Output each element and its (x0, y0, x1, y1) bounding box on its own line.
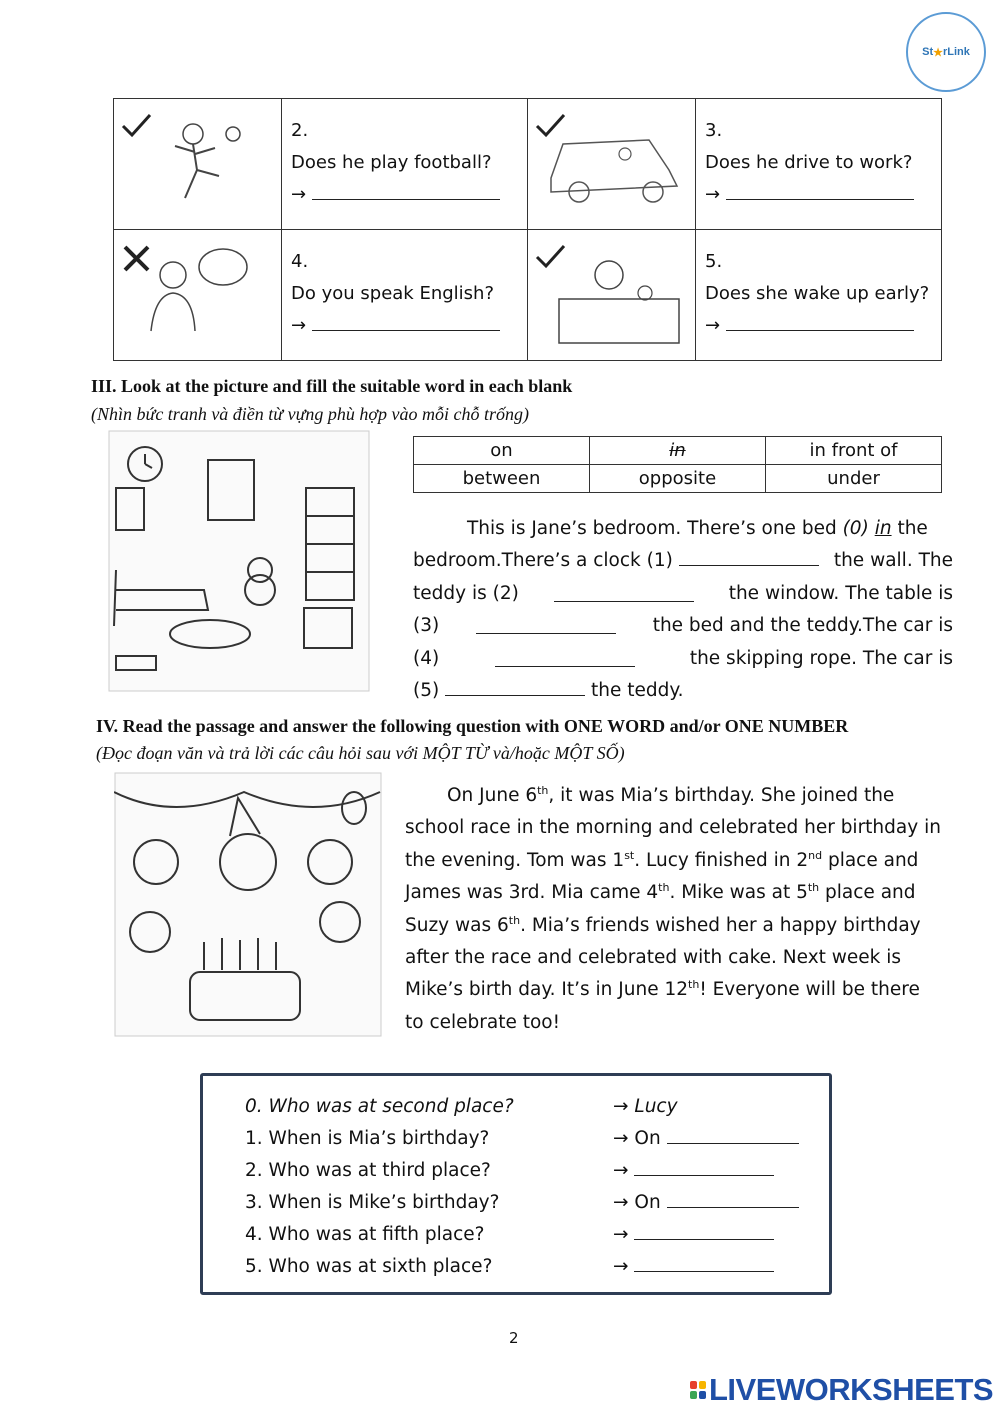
word-bank (413, 436, 942, 493)
question-0: 0. Who was at second place? (245, 1096, 514, 1117)
example-answer: in (874, 518, 892, 539)
answer-blank-2[interactable] (634, 1174, 774, 1176)
page-number: 2 (509, 1329, 519, 1347)
picture-cell-wake-up (528, 230, 696, 361)
question-4: 4. Who was at fifth place? (245, 1224, 485, 1245)
answer-blank[interactable] (726, 329, 914, 331)
word-bank-cell: opposite (590, 465, 766, 493)
answer-blank-1[interactable] (667, 1142, 799, 1144)
question-3: 3. When is Mike’s birthday? (245, 1192, 500, 1213)
arrow-icon: → (705, 184, 721, 205)
check-mark-icon (120, 111, 154, 141)
question-cell-2 (282, 99, 528, 230)
question-number: 2. (291, 120, 309, 141)
check-mark-icon (534, 111, 568, 141)
question-text: Does he drive to work? (705, 152, 913, 173)
picture-cell-car (528, 99, 696, 230)
arrow-icon: → (705, 315, 721, 336)
word-bank-cell: on (414, 437, 590, 465)
birthday-party-illustration (114, 772, 382, 1037)
answer-prefix: → (613, 1224, 629, 1245)
blank-2[interactable] (554, 600, 694, 602)
answer-blank[interactable] (312, 198, 500, 200)
arrow-icon: → (291, 184, 307, 205)
answer-prefix: → On (613, 1128, 661, 1149)
section-3-heading: III. Look at the picture and fill the suitable word in each blank (91, 376, 573, 396)
blank-3[interactable] (476, 632, 616, 634)
section-4-passage: On June 6th, it was Mia’s birthday. She joined the school race in the morning and celebrated her birthday in the evening. Tom was 1st. Lucy finished in 2nd place and James was 3rd. Mia came 4th. Mike was at 5th place and Suzy was 6th. Mia’s friends wished her a happy birthday after the race and celebrated with cake. Next week is Mike’s birth day. It’s in June 12th! Everyone will be there to celebrate too! (405, 783, 941, 1033)
picture-cell-football (114, 99, 282, 230)
cross-mark-icon (120, 242, 154, 274)
section-3-paragraph: This is Jane’s bedroom. There’s one bed (0) in the bedroom.There’s a clock (1) the wall. The teddy is (2) the window. The table is (3) the bed and the teddy.The car is (4) the skipping rope. The car is (5) the teddy. (413, 518, 953, 702)
liveworksheets-logo (690, 1372, 993, 1408)
blank-5[interactable] (445, 694, 585, 696)
answer-blank[interactable] (726, 198, 914, 200)
word-bank-cell: under (766, 465, 942, 493)
section-4-heading: IV. Read the passage and answer the following question with ONE WORD and/or ONE NUMBER (96, 716, 849, 736)
liveworksheets-brand: LIVEWORKSHEETS (709, 1372, 994, 1407)
question-number: 3. (705, 120, 723, 141)
question-number: 5. (705, 251, 723, 272)
answer-blank-5[interactable] (634, 1270, 774, 1272)
section-3-subheading: (Nhìn bức tranh và điền từ vựng phù hợp vào mỗi chỗ trống) (91, 404, 530, 424)
answer-blank-4[interactable] (634, 1238, 774, 1240)
question-text: Do you speak English? (291, 283, 494, 304)
picture-cell-speech (114, 230, 282, 361)
question-text: Does he play football? (291, 152, 492, 173)
question-number: 4. (291, 251, 309, 272)
word-bank-cell-example: in (590, 437, 766, 465)
word-bank-cell: in front of (766, 437, 942, 465)
section-4-subheading: (Đọc đoạn văn và trả lời các câu hỏi sau với MỘT TỪ và/hoặc MỘT SỐ) (96, 743, 625, 763)
question-text: Does she wake up early? (705, 283, 930, 304)
answer-blank[interactable] (312, 329, 500, 331)
question-cell-5 (696, 230, 942, 361)
check-mark-icon (534, 242, 568, 272)
answer-prefix: → (613, 1160, 629, 1181)
liveworksheets-icon (690, 1381, 706, 1399)
blank-1[interactable] (679, 564, 819, 566)
question-cell-4 (282, 230, 528, 361)
question-grid (113, 98, 942, 361)
word-bank-cell: between (414, 465, 590, 493)
blank-4[interactable] (495, 665, 635, 667)
arrow-icon: → (291, 315, 307, 336)
questions-box (200, 1073, 832, 1295)
question-5: 5. Who was at sixth place? (245, 1256, 493, 1277)
answer-blank-3[interactable] (667, 1206, 799, 1208)
question-2: 2. Who was at third place? (245, 1160, 491, 1181)
answer-0: → Lucy (613, 1096, 678, 1117)
question-cell-3 (696, 99, 942, 230)
starlink-logo: St ★ rLink (906, 12, 986, 92)
question-1: 1. When is Mia’s birthday? (245, 1128, 490, 1149)
answer-prefix: → (613, 1256, 629, 1277)
answer-prefix: → On (613, 1192, 661, 1213)
bedroom-illustration (108, 430, 370, 692)
